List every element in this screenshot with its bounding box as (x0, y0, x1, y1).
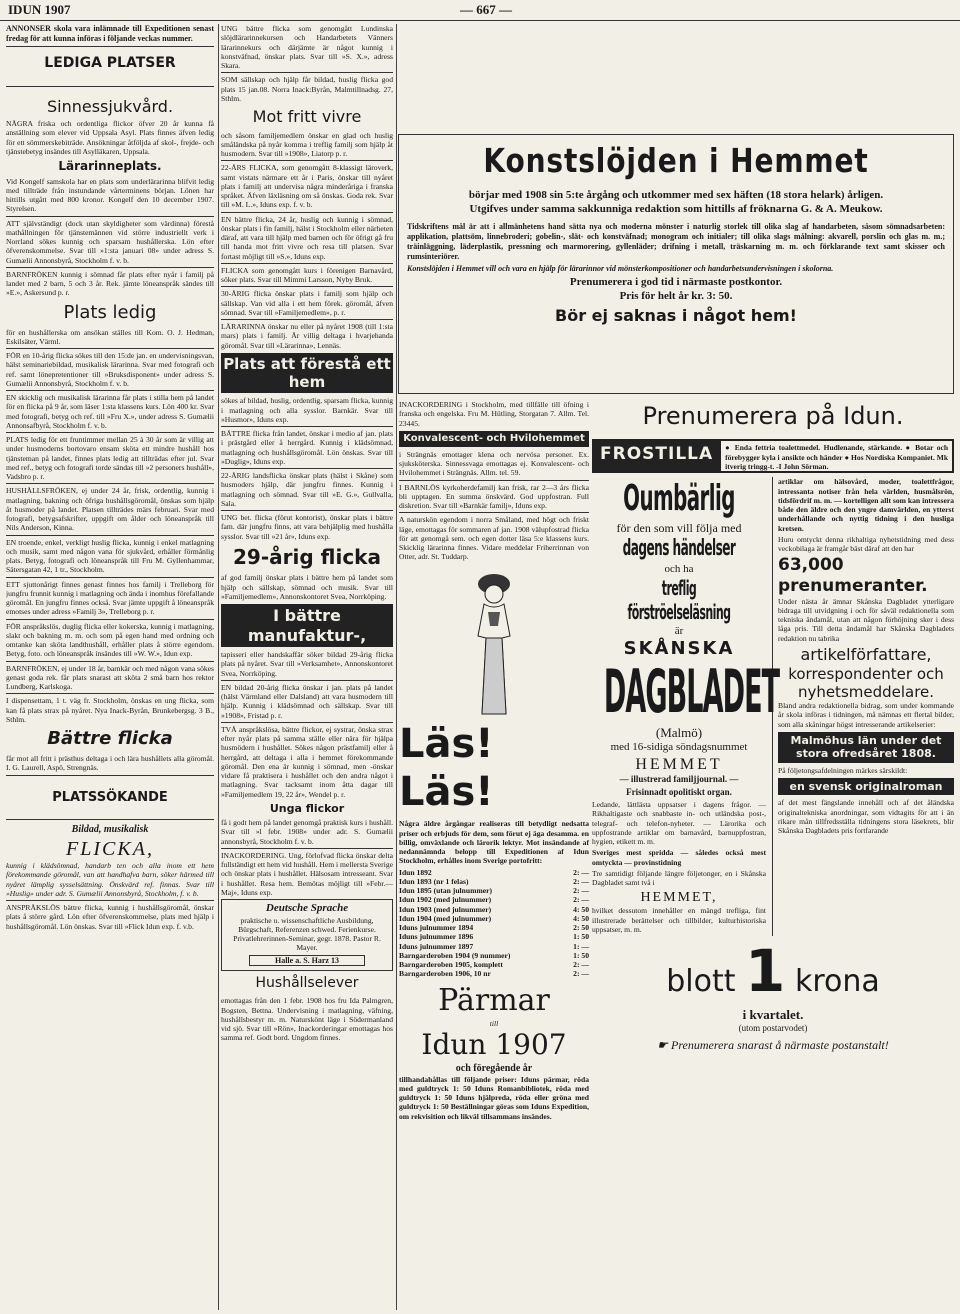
price-value: 2: 50 (573, 923, 589, 933)
divider (399, 512, 589, 513)
heading-hemmet: HEMMET (635, 755, 723, 773)
heading-battre-manufaktur: I bättre manufaktur-, (221, 604, 393, 647)
price-row (399, 969, 589, 978)
heading-hushallselever: Hushållselever (255, 975, 359, 992)
ad-text: ANSPRÅKSLÖS bättre flicka, kunnig i hushållsgöromål, önskar plats å större gård. Lön efter öfverenskommelse, plats med hjälp i hushållsgöromål. Lön önskas. Svar till »Flick Idun exp. f. v.b. (6, 903, 214, 931)
divider (221, 160, 393, 161)
frostilla-text: ● Enda fettria toalettmedel. Hudlenande, stärkande. ● Botar och förebygger kyla i ansikte och händer ● Hos Nordiska Kompaniet. Mk itverig tringg-t. -I John Sörman. (725, 443, 948, 472)
kons-sub: Utgifves under samma sakkunniga redaktion som hittills af fröknarna G. & A. Meukow. (469, 203, 883, 216)
price-value: 4: 50 (573, 913, 589, 923)
ad-text: för en hushållerska om ansökan ställes till Kom. O. J. Hedman, Eskilsäter, Värml. (6, 327, 214, 346)
ad-text: ETT sjuttonårigt finnes genast finnes hos familj i Trelleborg för jungfru frunnit kunnig i matlagning och ända i inomhus förefallande göromål. En jungfru finnes också. Svar jämte uppgift å löneanspråk emotses under adress »Familj 3», Trelleborg p. r. (6, 579, 214, 617)
dag-line: dagens händelser (622, 535, 736, 561)
divider (399, 480, 589, 481)
heading-idun-1907: Idun 1907 (421, 1028, 567, 1062)
heading-skanska: SKÅNSKA (623, 638, 735, 660)
divider (221, 510, 393, 511)
ad-text: få i godt hem på landet genomgå praktisk kurs i hushåll. Svar till »l febr. 1908» under adr. S. Gumælii annonsbyrå, Stockholm f. v. b. (221, 818, 393, 846)
heading-plats-att-foresta: Plats att förestå ett hem (221, 353, 393, 394)
ad-text: EN bildad 20-årig flicka önskar i jan. plats på landet (hälst Värmland eller Dalsland) att vara husmodern till hjälp. Kunnig i klädsömnad och sällskap. Svar till »1908», Fristad p. r. (221, 682, 393, 720)
blott-krona (592, 936, 954, 1007)
ad-konstslojden (398, 134, 954, 394)
parmar-till: till (489, 1019, 499, 1029)
divider (6, 900, 214, 901)
heading-dagbladet: DAGBLADET (603, 657, 780, 728)
divider (6, 216, 214, 217)
ad-text: Tre samtidigt följande längre följetonger, en i Skånska Dagbladet samt två i (592, 868, 766, 888)
price-row (399, 951, 589, 960)
price-row (399, 932, 589, 941)
price-label: Iduns julnummer 1897 (399, 941, 474, 951)
kons-sub: börjar med 1908 sin 5:te årgång och utkommer med sex häften (18 stora helark) årligen. (468, 189, 884, 201)
divider (6, 390, 214, 391)
ad-deutsche-sprache (221, 899, 393, 971)
page-header (0, 0, 960, 21)
column-4 (592, 400, 954, 1310)
ad-text: INACKORDERING i Stockholm, med tillfälle till öfning i franska och engelska. Fru M. Hütling, Storgatan 7. Allm. Tel. 23445. (399, 400, 589, 428)
ad-text: praktische u. wissenschaftliche Ausbildung, Bürgschaft, Referenzen schwed. Ferienkurse. Privatlehrerinnen-Seminar, gegr. 1878. Pastor R. Mayer. (233, 915, 381, 953)
ad-text: FLICKA som genomgått kurs i förenigen Barnavård, söker plats. Svar till Mimmi Larsson, Nyby Bruk. (221, 265, 393, 285)
blott-number: 1 (745, 937, 786, 1006)
price-row (399, 868, 589, 877)
column-lediga-platser (6, 24, 219, 1310)
heading-las: Läs! Läs! (399, 720, 494, 816)
ad-text: UNG bet. flicka (förut kontorist), önskar plats i bättre fam. där jungfru finns, att vara behjälplig med hushålla sysslor. Svar till »21 år», Iduns exp. (221, 513, 393, 541)
divider (6, 577, 214, 578)
dagbladet-left (592, 477, 780, 936)
ad-heading: Bildad, musikalisk (71, 824, 149, 836)
heading-63000: 63,000 prenumeranter. (778, 555, 928, 596)
ad-text: Vid Kongelf samskola har en plats som underlärarinna blifvit ledig med tillträde från instundande vårterminens början. Lönen har hittills utgått med 800 kronor. Kongelf den 10 december 1907. Styrelsen. (6, 176, 214, 214)
heading-sinnessjukvard: Sinnessjukvård. (46, 96, 174, 116)
divider (221, 72, 393, 73)
divider (6, 619, 214, 620)
divider (6, 535, 214, 536)
ad-text: Under nästa år ämnar Skånska Dagbladet ytterligare bidraga till utvidgning i och för såväl redaktionella som tekniska ändamål, utan att någon förhöjning sker i dess låga pris. Till detta ändamål har Skånska Dagbladets redaktion nu tabrika (778, 596, 954, 643)
section-title-lediga-platser: LEDIGA PLATSER (44, 54, 176, 71)
ad-text: INACKORDERING. Ung, förlofvad flicka önskar delta fullständigt ett hem vid hushåll. Hem i mellersta Sverige och önskar plats i hushållet. Hälsosam intresseant. Svar i hushållet. Resa hem. Bemötas möjligt till »Febr.—Maj», Iduns exp. (221, 850, 393, 897)
divider (221, 722, 393, 723)
divider (6, 693, 214, 694)
ad-text: BARNFRÖKEN, ej under 18 år, barnkär och med någon vana sökes genast goda rek. får plats snarast att sköta 2 små barn hos rektor Lundberg, Karlskoga. (6, 663, 214, 692)
price-label: Barngarderoben 1905, komplett (399, 960, 503, 970)
header-left: IDUN 1907 (8, 2, 71, 17)
ad-text: I dispensettam, 1 t. väg fr. Stockholm, önskas en ung flicka, som kan få plats strax på nyåret. Nya Inack-Byrån, Brunkebergsg. 3 B., Sthlm. (6, 696, 214, 724)
price-label: Barngarderoben 1904 (9 nummer) (399, 950, 511, 960)
section-title-platssokande: PLATSSÖKANDE (52, 789, 168, 805)
price-value: 1: — (573, 941, 589, 951)
price-label: Idun 1893 (nr 1 felas) (399, 876, 469, 886)
ad-text: af det mest fängslande innehåll och af det åländska originaltekniska anordningar, som vidtagits för att i än rikare mån tillfredsställa tidningens stora läsekrets, blir Skånska Dagbladets pris fortfarande (778, 798, 954, 836)
dag-line: är (674, 624, 684, 637)
ad-text: Ledande, lättlästa uppsatser i dagens frågor. — Rikhaltigaste och snabbaste in- och utländska post-, telegraf- och telefon-nyheter. — Lärorika och uppfostrande artiklar om barnavård, barnuppfostran, hygien, etikett m. m. (592, 800, 766, 847)
price-value: 2: — (573, 867, 589, 877)
heading-parmar: Pärmar (438, 982, 550, 1018)
ad-text: Sveriges mest spridda — således också mest omtyckta — provinstidning (592, 848, 766, 867)
ad-text: tillhandahållas till följande priser: Iduns pärmar, röda med guldtryck 1: 50 Iduns Romanbibliotek, röda med guldtryck 1: 50 Iduns hjälpreda, röda eller gröna med guldtryck 1: 50 Beställningar göras som Iduns Expedition, om rekvisition och likväl tillsammans insändes. (399, 1074, 589, 1121)
ad-text: artiklar om hälsovård, moder, toalettfrågor, intressanta notiser från hela världen, husmålsrön, tidsfördrif m. m. — kortelligen allt som kan intressera både den äldre och den yngre damvärlden, en ytterst underhållande och nyttig tidning i den husliga kretsen. (778, 477, 954, 533)
heading-29-arig-flicka: 29-årig flicka (233, 544, 381, 569)
ad-text: 22-ÅRS FLICKA, som genomgått 8-klassigt läroverk, samt vistats närmare ett år i Paris, önskar till nyåret plats i familj att undervisa några minderåriga i franska språket. Äfven läxläsning om så önskas. Goda rek. Svar till »M. L.», Iduns exp. f. v. b. (221, 163, 393, 210)
woman-illustration (454, 566, 534, 716)
parmar-sub: och föregående år (455, 1062, 533, 1074)
ad-text: UNG bättre flicka som genomgått Lundinska slöjdlärarinnekursen och Handarbetets Vänners lärarinnekurs och därjämte är något kunnig i konstväfnad, önskar plats. Svar till »S. X.», adress Skara. (221, 24, 393, 70)
price-list (399, 868, 589, 979)
price-row (399, 914, 589, 923)
kons-price: Pris för helt år kr. 3: 50. (619, 289, 733, 302)
heading-mot-fritt-vivre: Mot fritt vivre (252, 107, 362, 126)
ad-text: får mot all fritt i prästhus deltaga i och lära hushållets alla göromål. I. G. Laurell, Aspö, Strengnäs. (6, 754, 214, 773)
price-value: 2: — (573, 960, 589, 970)
ad-text: A naturskön egendom i norra Småland, med högt och friskt läge, emottagas för sommaren af jan. 1908 välupfostrad flicka för att genomgå sem. och egen dotter läsa 5:e klassens kurs. Skicklig lärarinna finnes. Vidare meddelar Friherrinnan von Otter, adr. St. Tuddarp. (399, 515, 589, 562)
heading-konvalescent: Konvalescent- och Hvilohemmet (399, 431, 589, 447)
narmaste-text: Prenumerera snarast å närmaste postanstalt! (670, 1037, 889, 1052)
ad-text: sökes af bildad, huslig, ordentlig, sparsam flicka, kunnig i matlagning och alla sysslor. Barnkär. Svar till »Husmor», Iduns exp. (221, 396, 393, 424)
dag-ill: — illustrerad familjjournal. — (619, 774, 739, 785)
heading-hemmet: HEMMET, (640, 890, 718, 906)
dagbladet-right (772, 477, 954, 936)
ad-text: hvilket dessutom innehåller en mängd trefliga, fint illustrerade berättelser och tillbilder, kulturhistoriska uppsatser, m. m. (592, 906, 766, 934)
ad-text: Bland andra redaktionella bidrag, som under kommande år skola införas i tidningen, må nämnas ett flertal bilder, som alla skåningar högst intresserande artikelserier: (778, 701, 954, 729)
divider (221, 848, 393, 849)
column-platssokande (218, 24, 397, 1310)
ad-text: HUSHÅLLSFRÖKEN, ej under 24 år, frisk, ordentlig, kunnig i matlagning, bakning och öfriga hushållsgöromål, önskas som hjälp åt husmoder på landet. Platsen tillträdes märs februari. Svar med fotografi, betygsafskrifter, uppgift om ålder och löneanspråk till Nils Anderson, Kinna. (6, 486, 214, 533)
heading-svensk-roman: en svensk originalroman (778, 778, 954, 795)
ad-text: af god familj önskar plats i bättre hem på landet som hjälp och sällskap, sömnad och musik. Svar till »Familjemedlem», Annonskontoret Svea, Norrköping. (221, 573, 393, 601)
column-3 (396, 400, 592, 1310)
price-row (399, 886, 589, 895)
kvartal: i kvartalet. (742, 1006, 804, 1022)
price-value: 2: — (573, 876, 589, 886)
ad-text: Huru omtyckt denna rikhaltiga nyhetstidning med dess veckobilaga är framgår bäst däraf att den har (778, 534, 954, 554)
divider (6, 432, 214, 433)
price-label: Iduns julnummer 1894 (399, 923, 474, 933)
dag-line: och ha (664, 562, 694, 575)
divider (6, 775, 214, 776)
heading-korr: korrespondenter och (788, 664, 944, 683)
ad-text: NÅGRA friska och ordentliga flickor öfver 20 år kunna få anställning som elever vid Uppsala Asyl. Plats finnes äfven ledig för ett sömmerskebiträde. Ansökningar åtföljda af skol-, frejde- och tjänstebetyg insändes till Asylläkaren, Uppsala. (6, 119, 214, 156)
price-row (399, 895, 589, 904)
dag-frisinnat: Frisinnadt opolitiskt organ. (626, 787, 732, 798)
price-label: Idun 1892 (399, 867, 432, 877)
ad-text: LÄRARINNA önskar nu eller på nyåret 1908 (till 1:sta mars) plats i familj. Är villig deltaga i hvarjehanda göromål. Svar till »Lärarinna», Lennäs. (221, 322, 393, 350)
ad-text: 22-ÅRIG landsflicka önskar plats (hälst i Skåne) som husmoders hjälp, där jungfru finnes. Kunnig i matlagning och sömnad. Svar till »E. G.», Gullvalla, Sala. (221, 471, 393, 508)
dag-line: för den som vill följa med (616, 521, 742, 536)
ad-text: BARNFRÖKEN kunnig i sömnad får plats efter nyår i familj på landet med 2 barn, 5 och 3 år. Rek. jämte löneanspråk sändes till »E.», Askersund p. r. (6, 269, 214, 298)
ad-heading-flicka: FLICKA, (66, 837, 154, 860)
divider (6, 661, 214, 662)
ad-text: I BARNLÖS kyrkoherdefamilj kan frisk, rar 2—3 års flicka bli upptagen. En summa önskvärd. God uppfostran. Full diskretion. Svar till »Barnkär familj», Iduns exp. (399, 482, 589, 511)
price-row (399, 942, 589, 951)
dag-sondag: med 16-sidiga söndagsnummet (610, 741, 748, 754)
ad-address: Halle a. S. Harz 13 (249, 955, 366, 967)
kons-title: Konstslöjden i Hemmet (483, 141, 869, 180)
ad-text: kunnig i klädsömnad, handarb ten och alla inom ett hem förekommande göromål, van att handhafva barn, söker härmed till nyåret lämplig sysselsättning. Önskvärd ref. finnas. Svar till »Huslig» under adr. S. Gumælii Annonsbyrå, Stockholm, f. v. b. (6, 861, 214, 898)
notice: ANNONSER skola vara inlämnade till Expeditionen senast fredag för att kunna införas i följande veckas nummer. (6, 24, 214, 43)
kons-body: Konstslöjden i Hemmet vill och vara en hjälp för lärarinnor vid mönsterkompositioner och handarbetsundervisningen i skolorna. (407, 263, 834, 273)
heading-nyhet: nyhetsmeddelare. (797, 682, 935, 701)
ad-text: SOM sällskap och hjälp får bildad, huslig flicka god plats 15 jan.08. Norra Inack:Byrån, Malmtillnadsg. 27, Sthlm. (221, 75, 393, 103)
heading-unga-flickor: Unga flickor (269, 801, 345, 815)
ad-text: EN skicklig och musikalisk lärarinna får plats i stilla hem på landet för en flicka på 9 år, som läser 1:sta klassens kurs. Lön 400 kr. Svar med fotografi, betyg och ref. till »Fru X.», under adress S. Gumælii Annonsafbyrå, Stockholm f. v. b. (6, 393, 214, 430)
price-label: Idun 1903 (med julnummer) (399, 904, 492, 914)
frostilla-name: FROSTILLA (594, 441, 721, 471)
heading-malmohus: Malmöhus län under det stora ofredsåret 1808. (778, 732, 954, 763)
ad-text: 30-ÅRIG flicka önskar plats i familj som hjälp och sällskap. Van vid alla i ett hem förek. göromål, äfven sömnad. Svar till »Familjemedlem», p. r. (221, 289, 393, 317)
kons-body: Tidskriftens mål är att i allmänhetens hand sätta nya och moderna mönster i naturlig storlek till olika slag af handarbeten, såsom sömnadsarbeten: applikation, plattsöm, linnebroderi; gobelin-, slät- och konstväfnad; monogram och initialer; till olika slags målning: akvarell, porslin och glas m. m.; träinläggning, läderplastik, pressning och marmorering, gyllenläder; drifning i metall, träskarning m. m. och förklarande text samt skisser och rumsinteriörer. (407, 221, 945, 261)
price-row (399, 960, 589, 969)
heading-artikel: artikelförfattare, (800, 644, 932, 664)
price-row (399, 923, 589, 932)
pointing-hand-icon: ☛ (657, 1037, 671, 1052)
ad-text: PLATS ledig för ett fruntimmer mellan 25 à 30 år som är villig att under husmoderns bortovaro ensam sköta ett mindre hushåll hos tjänsteman på landet, finnes plats ledig att tillträdas efter jul. Svar med ref., betyg och fotografi torde sändas till »2 personers hushåll», Vadsbro p. r. (6, 435, 214, 482)
price-value: 2: — (573, 886, 589, 896)
price-label: Barngarderoben 1906, 10 nr (399, 969, 491, 979)
price-value: 2: — (573, 969, 589, 979)
ad-frostilla (592, 439, 954, 473)
divider (221, 212, 393, 213)
ad-text: På följetongsafdelningen märkes särskildt: (778, 765, 908, 775)
divider (221, 319, 393, 320)
ad-text: ATT självständigt (dock utan skyldigheter som värdinna) förestå mathållningen för tjänstemännen vid större industriellt verk i Norrland sökes kunnig och sparsam hushållerska. Lön efter öfverenskommelse. Svar till »1:sta januari 08» under adress S. Gumælii Annonsbyrå, Stockholm f. v. b. (6, 218, 214, 265)
kons-miss: Bör ej saknas i något hem! (555, 305, 797, 325)
price-label: Idun 1895 (utan julnummer) (399, 886, 493, 896)
heading-battre-flicka: Bättre flicka (47, 728, 173, 750)
divider (6, 267, 214, 268)
heading-oumbarlig: Oumbärlig (623, 478, 735, 520)
page-number: — 667 — (460, 2, 512, 17)
divider (221, 680, 393, 681)
krona-word: krona (794, 964, 880, 1000)
divider (221, 426, 393, 427)
ad-heading: Deutsche Sprache (265, 902, 349, 915)
price-row (399, 877, 589, 886)
ad-text: FÖR anspråkslös, duglig flicka eller kokerska, kunnig i matlagning, slakt och bakning m. m. och som på egen hand med ordning och omtanke kan sköta landthushåll, erhåller plats å större egendom. Betyg, foto. och löneanspråk insändes till »W. W.», Idun exp. (6, 621, 214, 659)
divider (221, 263, 393, 264)
price-label: Idun 1904 (med julnummer) (399, 913, 492, 923)
narmaste (592, 1038, 954, 1053)
divider (6, 348, 214, 349)
dag-malmo: (Malmö) (655, 725, 703, 741)
heading-plats-ledig: Plats ledig (63, 301, 157, 323)
ad-text: i Strängnäs emottager klena och nervösa personer. Ex. sjuksköterska. Sinnessvaga emottagas ej. Konvalescent- och Hvilohemmet i Strängnäs. Allm. tel. 59. (399, 449, 589, 478)
price-label: Iduns julnummer 1896 (399, 932, 474, 942)
ad-text: och såsom familjemedlem önskar en glad och huslig småländska på nyår komma i treflig familj som hjälp åt husmodern. Svar till »1908», Liatorp p. r. (221, 130, 393, 159)
price-value: 4: 50 (573, 904, 589, 914)
dag-line: treflig förströelseläsning (627, 576, 731, 625)
price-value: 1: 50 (573, 932, 589, 942)
divider (6, 483, 214, 484)
ad-text: Några äldre årgångar realiseras till betydligt nedsatta priser och erbjuds för dem, som förut ej äga desamma. en billig, omväxlande och lärorik lektyr. Mot insändande af nedannämnda belopp till Expeditionen af Idun Stockholm, erhålles inom Sverige portofritt: (399, 819, 589, 866)
ad-text: tapisseri eller handskaffär söker bildad 29-årig flicka plats på nyåret. Svar till »Verksamhet», Annonskontoret Svea, Norrköping. (221, 650, 393, 678)
blott-word: blott (666, 964, 736, 1000)
ad-text: BÄTTRE flicka från landet, önskar i medio af jan. plats i prästgård eller å herrgård. Kunnig i klädsömnad, matlagning och hushållsgöromål. Lön önskas. Svar till »Duglig», Iduns exp. (221, 429, 393, 466)
ad-text: FÖR en 10-årig flicka sökes till den 15:de jan. en undervisningsvan, hälst seminariebildad, musikalisk lärarinna. Svar med fotografi och ref. samt lönepretentioner till »Bruksdisponent» under adress S. Gumælii Annonsbyrå, Stockholm f. v. b. (6, 351, 214, 388)
utom: (utom postarvodet) (738, 1022, 808, 1033)
ad-text: TVÅ anspråkslösa, bättre flickor, ej systrar, önska strax efter nyår plats på samma ställe eller nära för hjälpa husmödern i hushållet. Sökes någon prästfamilj eller å herrgård, att deltaga i alla i hemmet förekommande göromål. Den ena är kunnig i sömnad, men -önskar vidare få praktisera i hushållet och den andra något i matlagning. Svar tacksamt inom åtta dagar till »Familjemedlem 19, 22 år», Wendel p. r. (221, 724, 393, 799)
divider (221, 468, 393, 469)
divider (221, 286, 393, 287)
divider (6, 86, 214, 87)
price-row (399, 905, 589, 914)
ad-text: EN bättre flicka, 24 år, huslig och kunnig i sömnad, önskar plats i fin familj, hälst i Stockholm eller närheten däraf, att vara till hjälp med barnen och för öfrigt gå fru till handa mot fritt vivre och resa till platsen. Svar fortast möjligt till »S.», Iduns exp. (221, 214, 393, 261)
heading-lararinneplats: Lärarinneplats. (58, 159, 162, 174)
heading-prenumerera: Prenumerera på Idun. (642, 402, 904, 430)
price-value: 2: — (573, 895, 589, 905)
kons-body: Prenumerera i god tid i närmaste postkontor. (569, 275, 783, 288)
divider (6, 819, 214, 820)
price-value: 1: 50 (573, 950, 589, 960)
price-label: Idun 1902 (med julnummer) (399, 895, 492, 905)
ad-text: emottagas från den 1 febr. 1908 hos fru Ida Palmgren, Bogsten, Bettna. Undervisning i matlagning, väfning, hushållsbestyr m. m. Naturskönt läge i Södermanland vid sjö. Svar till »Rön», Inackorderingar emottagas hos samma ref. Godt bord. Ungdom finnes. (221, 996, 393, 1043)
ad-text: EN troende, enkel, verkligt huslig flicka, kunnig i enkel matlagning och musik, samt med någon vana för sjukvård, erhåller förmånlig plats. Betyg, fotografi och löneanspråk till Fru M. Gyllenhammar, Sätersgatan 42, 1 tr., Stockholm. (6, 537, 214, 575)
ad-skanska-dagbladet (592, 477, 954, 936)
divider (6, 46, 214, 47)
